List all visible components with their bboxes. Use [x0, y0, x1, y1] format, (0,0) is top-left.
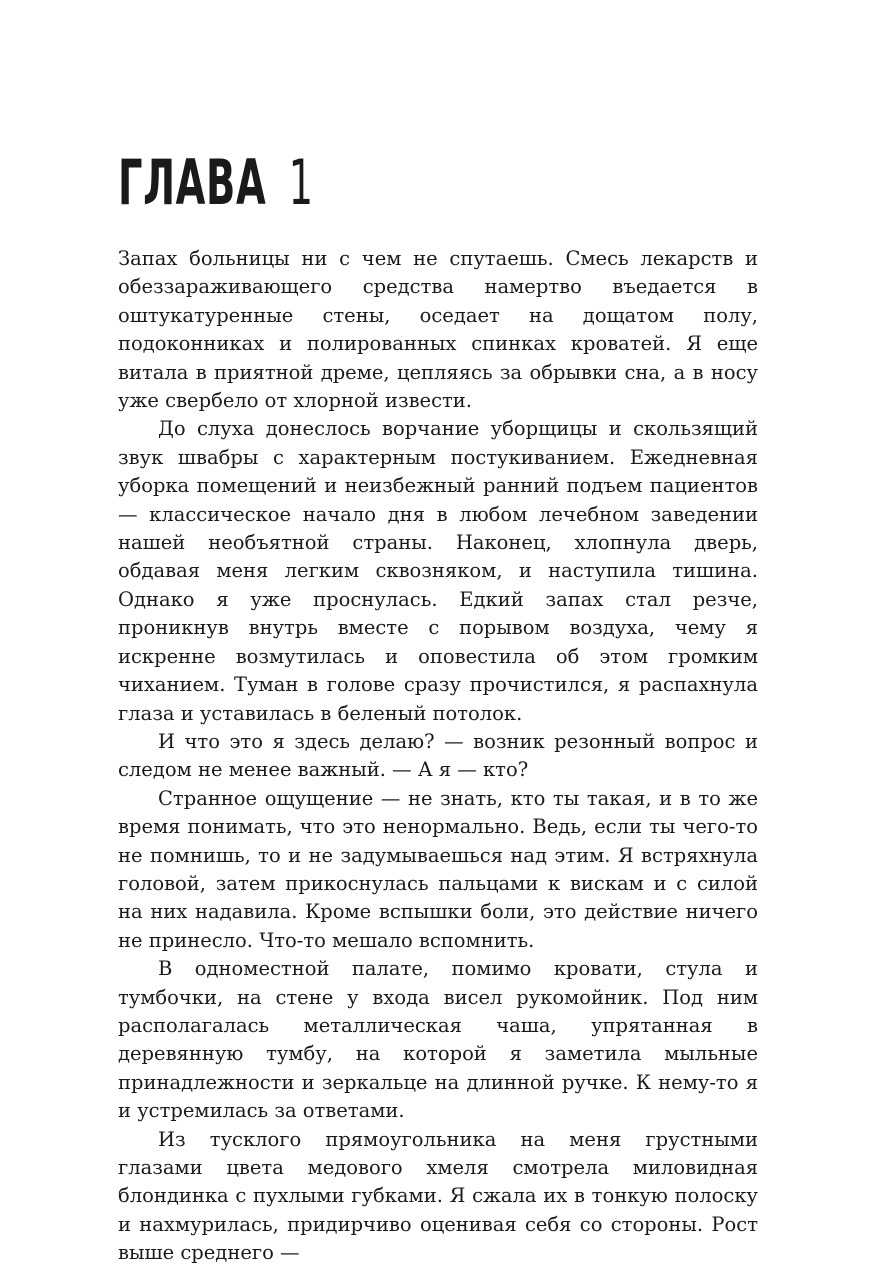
chapter-word: ГЛАВА [118, 146, 267, 219]
paragraph: Запах больницы ни с чем не спутаешь. Смесь лекарств и обеззараживающего средства намертво въедается в оштукатуренные стены, оседает на дощатом полу, подоконниках и полированных спинках кроватей. Я еще витала в приятной дреме, цепляясь за обрывки сна, а в носу уже свербело от хлорной извести. [118, 247, 758, 413]
chapter-body [118, 245, 758, 1268]
paragraph: И что это я здесь делаю? — возник резонный вопрос и следом не менее важный. — А я — кто? [118, 729, 758, 782]
paragraph: До слуха донеслось ворчание уборщицы и скользящий звук швабры с характерным постукиванием. Ежедневная уборка помещений и неизбежный ранний подъем пациентов — классическое начало дня в любом лечебном заведении нашей необъятной страны. Наконец, хлопнула дверь, обдавая меня легким сквозняком, и наступила тишина. Однако я уже проснулась. Едкий запах стал резче, проникнув внутрь вместе с порывом воздуха, чему я искренне возмутилась и оповестила об этом громким чиханием. Туман в голове сразу прочистился, я распахнула глаза и уставилась в беленый потолок. [118, 417, 758, 725]
paragraph: Странное ощущение — не знать, кто ты такая, и в то же время понимать, что это ненормально. Ведь, если ты чего-то не помнишь, то и не задумываешься над этим. Я встряхнула головой, затем прикоснулась пальцами к вискам и с силой на них надавила. Кроме вспышки боли, это действие ничего не принесло. Что-то мешало вспомнить. [118, 786, 758, 952]
paragraph: В одноместной палате, помимо кровати, стула и тумбочки, на стене у входа висел рукомойник. Под ним располагалась металлическая чаша, упрятанная в деревянную тумбу, на которой я заметила мыльные принадлежности и зеркальце на длинной ручке. К нему-то я и устремилась за ответами. [118, 957, 758, 1123]
paragraph: Из тусклого прямоугольника на меня грустными глазами цвета медового хмеля смотрела миловидная блондинка с пухлыми губками. Я сжала их в тонкую полоску и нахмурилась, придирчиво оценивая себя со стороны. Рост выше среднего — [118, 1127, 758, 1265]
chapter-title [118, 138, 314, 228]
chapter-number: 1 [288, 146, 314, 219]
